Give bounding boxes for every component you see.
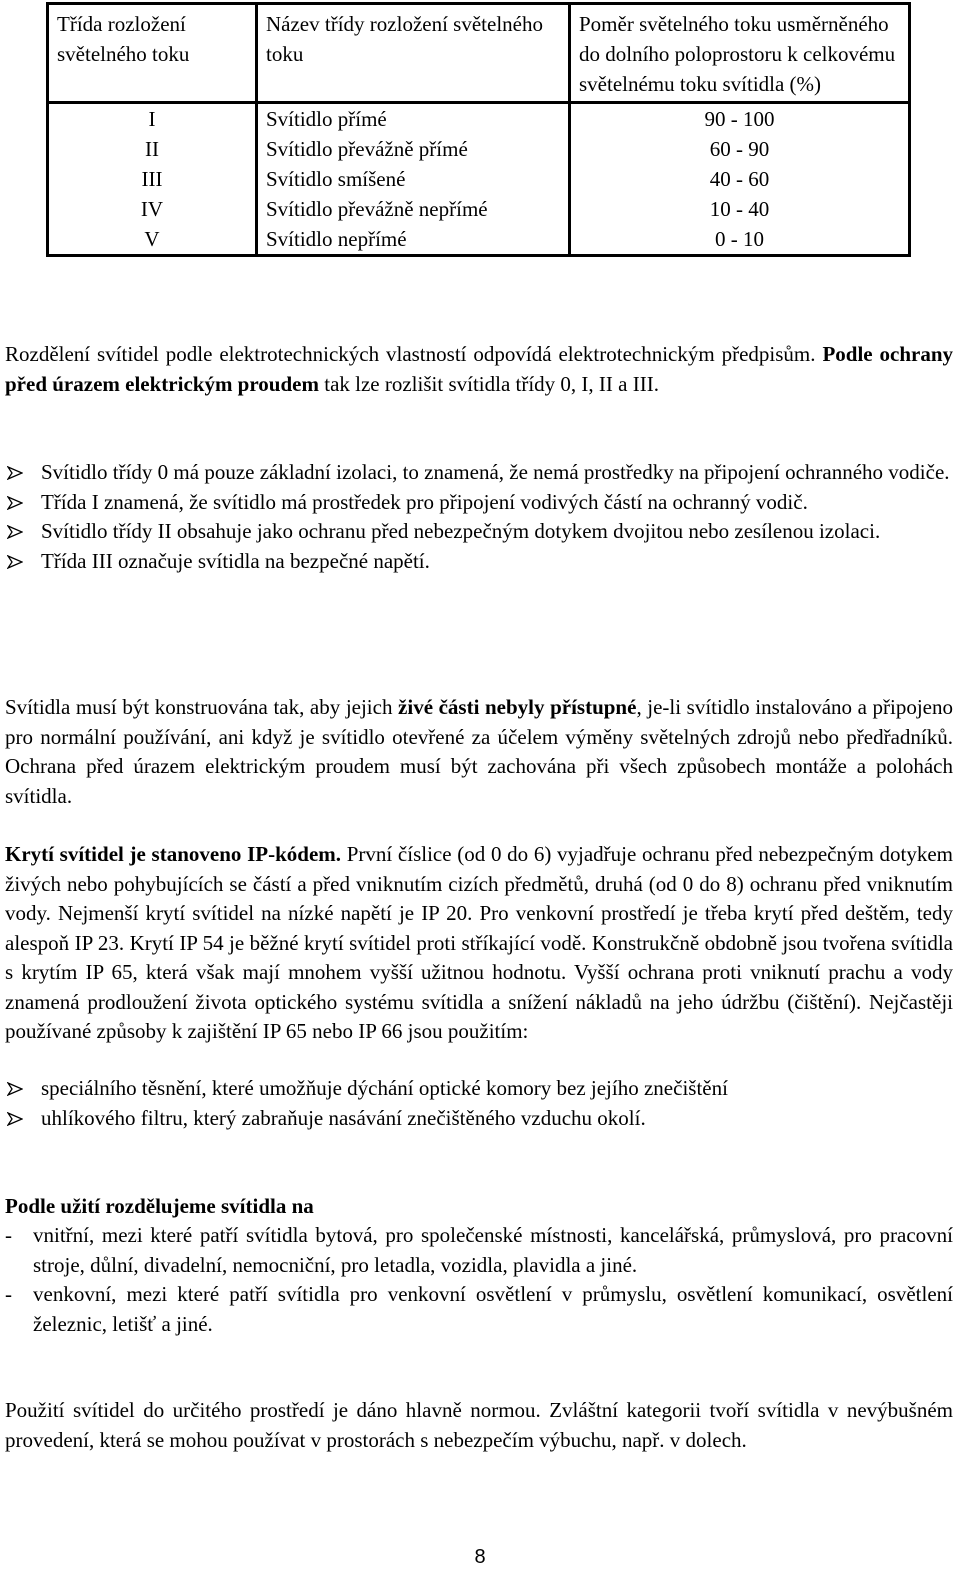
list-item [5,488,953,518]
table-cell-class: V [48,224,257,256]
usage-list [5,1221,953,1339]
list-item-text: vnitřní, mezi které patří svítidla bytová, pro společenské místnosti, kancelářská, průmyslová, pro pracovní stroje, důlní, divadelní, nemocniční, pro letadla, vozidla, plavidla a jiné. [33,1223,953,1277]
ip-code-text: První číslice (od 0 do 6) vyjadřuje ochranu před nebezpečným dotykem živých nebo pohybujících se částí a před vniknutím cizích předmětů, druhá (od 0 do 8) ochranu před vniknutím vody. Nejmenší krytí svítidel na nízké napětí je IP 20. Pro venkovní prostředí je třeba krytí před deštěm, tedy alespoň IP 23. Krytí IP 54 je běžné krytí svítidel proti stříkající vodě. Konstrukčně obdobně jsou tvořena svítidla s krytím IP 65, která však mají mnohem vyšší užitnou hodnotu. Vyšší ochrana proti vniknutí prachu a vody znamená prodloužení života optického systému svítidla a snížení nákladů na jeho údržbu (čištění). Nejčastěji používané způsoby k zajištění IP 65 nebo IP 66 jsou použitím: [5,842,953,1043]
list-item-text: venkovní, mezi které patří svítidla pro venkovní osvětlení v průmyslu, osvětlení komunikací, osvětlení železnic, letišť a jiné. [33,1282,953,1336]
electrical-intro-text: Rozdělení svítidel podle elektrotechnických vlastností odpovídá elektrotechnickým předpisům. [5,342,823,366]
live-parts-paragraph [5,693,953,811]
dash-marker: - [5,1223,12,1247]
list-item-text: speciálního těsnění, které umožňuje dýchání optické komory bez jejího znečištění [41,1076,728,1100]
list-item [5,1074,953,1104]
list-item [5,517,953,547]
environment-paragraph: Použití svítidel do určitého prostředí je dáno hlavně normou. Zvláštní kategorii tvoří svítidla v nevýbušném provedení, která se mohou používat v prostorách s nebezpečím výbuchu, např. v dolech. [5,1398,953,1452]
list-item [5,458,953,488]
ip-code-paragraph [5,840,953,1047]
table-cell-class: III [48,164,257,194]
table-cell-ratio: 0 - 10 [570,224,910,256]
list-item-text: Svítidlo třídy 0 má pouze základní izolaci, to znamená, že nemá prostředky na připojení ochranného vodiče. [41,460,950,484]
page-number: 8 [474,1546,486,1568]
electrical-intro-bold: Podle ochrany před úrazem elektrickým proudem [5,342,954,396]
table-header-ratio: Poměr světelného toku usměrněného do dolního poloprostoru k celkovému světelnému toku svítidla (%) [570,4,910,103]
arrowhead-bullet-icon [7,496,23,510]
table-cell-name: Svítidlo přímé [257,103,570,135]
table-cell-name: Svítidlo převážně přímé [257,134,570,164]
arrowhead-bullet-icon [7,1082,23,1096]
live-parts-after: , je-li svítidlo instalováno a připojeno pro normální používání, ani když je svítidlo otevřené za účelem výměny světelných zdrojů nebo předřadníků. Ochrana před úrazem elektrickým proudem musí být zachována při všech způsobech montáže a polohách svítidla. [5,695,954,808]
list-item-text: Třída III označuje svítidla na bezpečné napětí. [41,548,430,573]
luminous-flux-class-table [46,2,911,257]
table-cell-ratio: 60 - 90 [570,134,910,164]
ip-methods-list [5,1074,953,1133]
table-row [48,194,910,224]
table-row [48,134,910,164]
electrical-intro-after: tak lze rozlišit svítidla třídy 0, I, II a III. [318,371,659,396]
table-cell-class: I [48,103,257,135]
list-item [5,1280,953,1339]
arrowhead-bullet-icon [7,525,23,539]
table-cell-name: Svítidlo nepřímé [257,224,570,256]
table-cell-class: IV [48,194,257,224]
list-item [5,1221,953,1280]
list-item-text: Třída I znamená, že svítidlo má prostředek pro připojení vodivých částí na ochranný vodič. [41,489,808,514]
arrowhead-bullet-icon [7,466,23,480]
list-item-text: Svítidlo třídy II obsahuje jako ochranu před nebezpečným dotykem dvojitou nebo zesílenou izolaci. [41,519,881,543]
table-cell-name: Svítidlo smíšené [257,164,570,194]
table-row [48,164,910,194]
table-header-name: Název třídy rozložení světelného toku [257,4,570,103]
list-item [5,1104,953,1134]
arrowhead-bullet-icon [7,555,23,569]
table-header-class: Třída rozložení světelného toku [48,4,257,103]
live-parts-bold: živé části nebyly přístupné [398,695,637,719]
electrical-intro-paragraph [5,340,953,399]
list-item [5,547,953,577]
table-cell-ratio: 10 - 40 [570,194,910,224]
table-row [48,103,910,135]
list-item-text: uhlíkového filtru, který zabraňuje nasávání znečištěného vzduchu okolí. [41,1105,646,1130]
table-row [48,224,910,256]
table-cell-ratio: 40 - 60 [570,164,910,194]
arrowhead-bullet-icon [7,1112,23,1126]
ip-code-bold: Krytí svítidel je stanoveno IP-kódem. [5,842,342,866]
table-cell-name: Svítidlo převážně nepřímé [257,194,570,224]
table-cell-ratio: 90 - 100 [570,103,910,135]
dash-marker: - [5,1282,12,1306]
live-parts-before: Svítidla musí být konstruována tak, aby jejich [5,695,399,719]
protection-class-list [5,458,953,576]
usage-heading: Podle užití rozdělujeme svítidla na [5,1194,314,1218]
table-header-row [48,4,910,103]
table-cell-class: II [48,134,257,164]
